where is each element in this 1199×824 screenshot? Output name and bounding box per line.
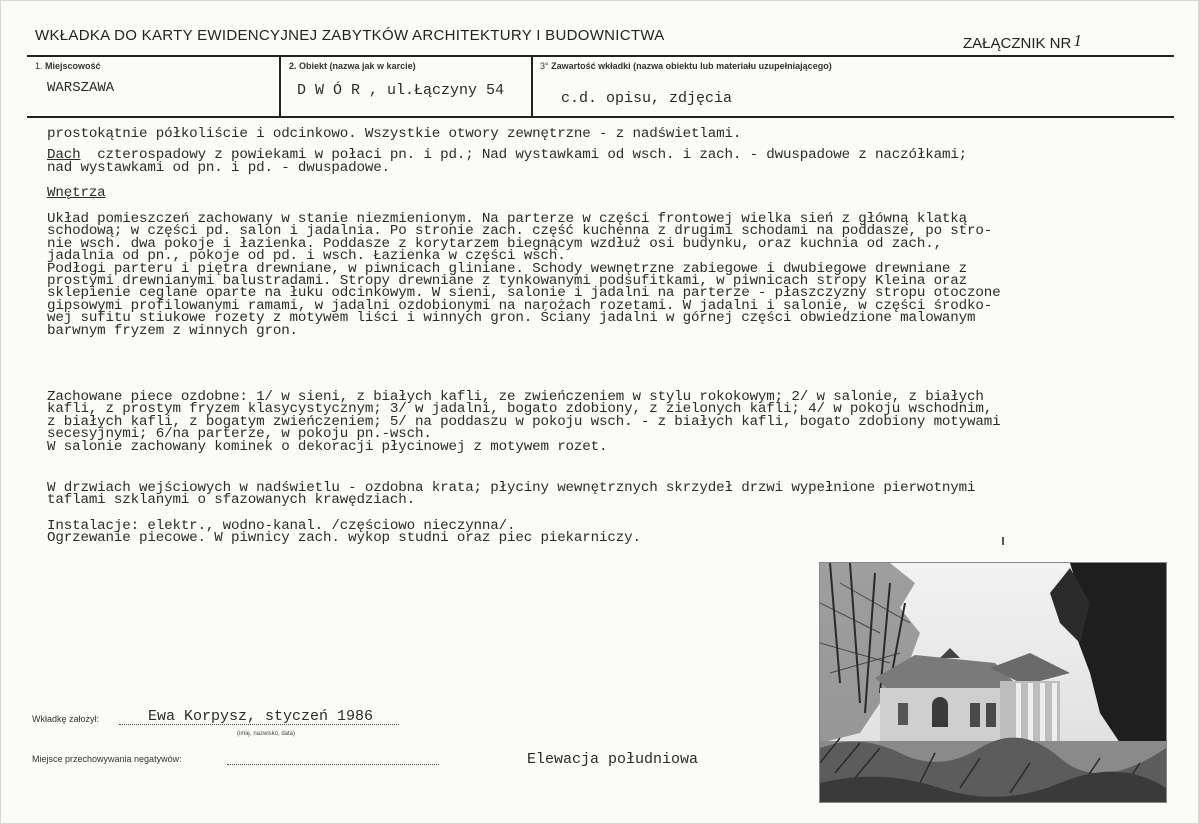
object-value: D W Ó R , ul.Łączyny 54 [297,82,505,99]
manor-photo-image [820,563,1166,802]
prepared-by-value: Ewa Korpysz, styczeń 1986 [148,708,374,725]
attachment-number [963,31,1082,52]
prepared-by-note: (imię, nazwisko, data) [237,731,296,737]
header-rule-bottom [27,116,1174,118]
contents-value: c.d. opisu, zdjęcia [561,90,733,107]
header-divider-2 [531,56,533,117]
header-divider-1 [279,56,281,117]
form-title: WKŁADKA DO KARTY EWIDENCYJNEJ ZABYTKÓW ARCHITEKTURY I BUDOWNICTWA [35,27,665,44]
attachment-number-value: 1 [1073,31,1082,50]
contents-label: 3° Zawartość wkładki (nazwa obiektu lub materiału uzupełniającego) [540,61,832,71]
negatives-location-line [227,763,439,765]
manor-photo [819,562,1167,803]
interior-heading: Wnętrza [47,185,106,201]
locality-label: 1. Miejscowość [35,61,101,71]
object-label: 2. Obiekt (nazwa jak w karcie) [289,61,416,71]
roof-line-1: czterospadowy z powiekami w połaci pn. i pd.; Nad wystawkami od wsch. i zach. - dwuspadowe z naczółkami; [80,147,968,163]
negatives-location-label: Miejsce przechowywania negatywów: [32,754,182,764]
installations-paragraph: Instalacje: elektr., wodno-kanal. /częściowo nieczynna/. Ogrzewanie piecowe. W piwnicy zach. wykop studni oraz piec piekarniczy. [47,518,641,547]
interior-paragraph: Układ pomieszczeń zachowany w stanie niezmienionym. Na parterze w części frontowej wielka sień z główną klatką schodową; w części pd. salon i jadalnia. Po stronie zach. część kuchenna z drugimi schodami na poddasze, po stro- nie wsch. dwa pokoje i łazienka. Poddasze z korytarzem biegnącym wzdłuż osi budynku, oraz kuchnia od zach., jadalnia od pn., pokoje od pd. i wsch. Łazienka w części wsch. Podłogi parteru i piętra drewniane, w piwnicach gliniane. Schody wewnętrzne zabiegowe i dwubiegowe drewniane z prostymi drewnianymi balustradami. Stropy drewniane z tynkowanymi podsufitkami, w piwnicach stropy Kleina oraz sklepienie ceglane oparte na łuku odcinkowym. W sieni, salonie i jadalni na parterze - płaszczyzny stropu otoczone gipsowymi profilowanymi ramami, w jadalni ozdobionymi na narożach rozetami. W jadalni i salonie, w części środko- wej sufitu stiukowe rozety z motywem liści i winnych gron. Ściany jadalni w górnej części obwiedzione malowanym barwnym fryzem z winnych gron. [47,211,1001,339]
locality-value: WARSZAWA [47,80,115,96]
prepared-by-label: Wkładkę założył: [32,714,100,724]
doors-paragraph: W drzwiach wejściowych w nadświetlu - ozdobna krata; płyciny wewnętrznych skrzydeł drzwi wypełnione pierwotnymi taflami szklanymi o sfazowanych krawędziach. [47,480,976,509]
roof-line-2: nad wystawkami od pn. i pd. - dwuspadowe. [47,160,390,176]
attachment-label: ZAŁĄCZNIK NR [963,35,1072,52]
header-rule-top [27,55,1174,57]
stoves-paragraph: Zachowane piece ozdobne: 1/ w sieni, z białych kafli, ze zwieńczeniem w stylu rokokowym; 2/ w salonie, z białych kafli, z prostym fryzem klasycystycznym; 3/ w jadalni, bogato zdobiony, z zielonych kafli; 4/ w pokoju wschodnim, z białych kafli, z bogatym zwieńczeniem; 5/ na poddaszu w pokoju wsch. - z białych kafli, bogato zdobiony motywami secesyjnymi; 6/na parterze, w pokoju pn.-wsch. W salonie zachowany kominek o dekoracji płycinowej z motywem rozet. [47,389,1001,455]
photo-caption: Elewacja południowa [527,751,699,768]
body-line-1: prostokątnie półkoliście i odcinkowo. Wszystkie otwory zewnętrzne - z nadświetlami. [47,126,742,142]
roof-heading: Dach [47,147,81,163]
stray-mark [1002,537,1004,545]
